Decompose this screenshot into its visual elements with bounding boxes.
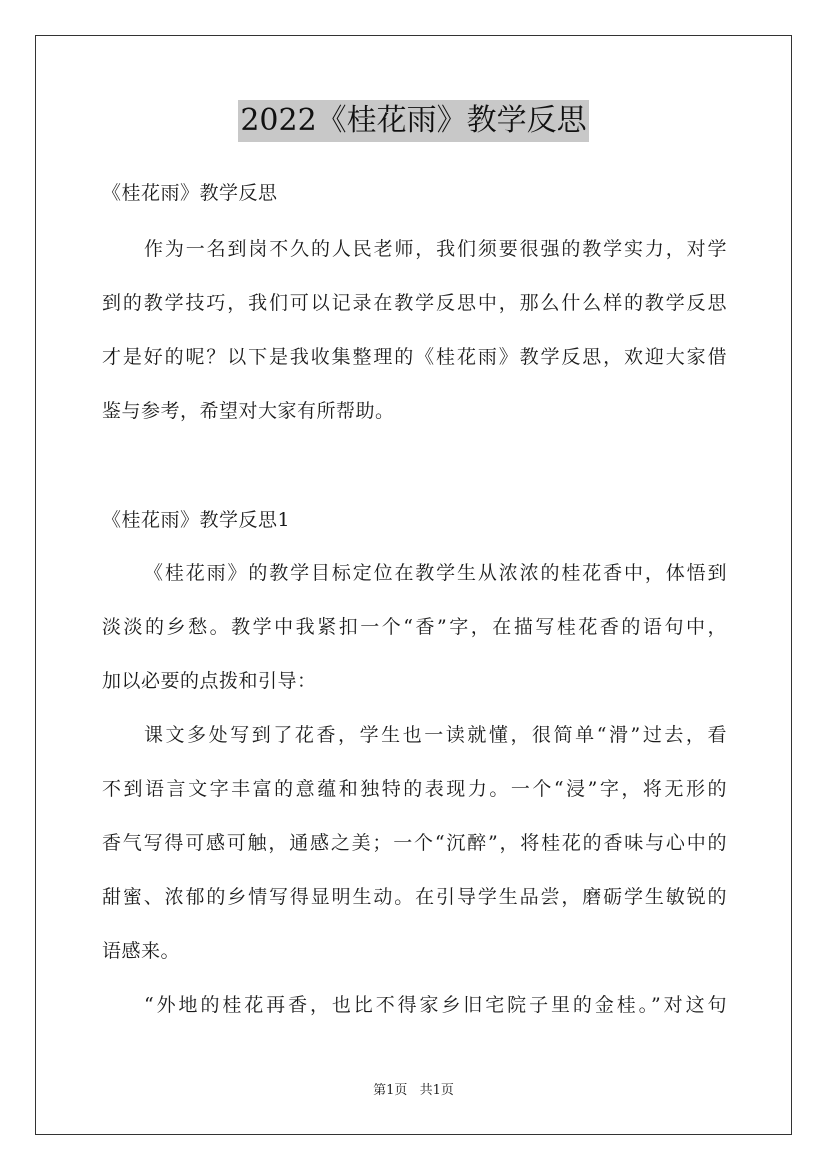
document-title: 2022《桂花雨》教学反思 [238, 100, 588, 142]
page-number: 第1页 [373, 1083, 408, 1098]
page-footer [0, 1082, 827, 1100]
page-total: 共1页 [419, 1083, 454, 1098]
paragraph-1-line-3: 加以必要的点拨和引导： [102, 670, 317, 692]
intro-line-1: 作为一名到岗不久的人民老师，我们须要很强的教学实力，对学 [144, 238, 727, 260]
section-heading: 《桂花雨》教学反思1 [102, 509, 291, 531]
paragraph-1-line-2: 淡淡的乡愁。教学中我紧扣一个“香”字，在描写桂花香的语句中， [102, 616, 727, 638]
paragraph-2-line-5: 语感来。 [102, 940, 181, 962]
subtitle: 《桂花雨》教学反思 [102, 182, 278, 204]
title-wrapper [0, 100, 827, 142]
paragraph-1-line-1: 《桂花雨》的教学目标定位在教学生从浓浓的桂花香中，体悟到 [144, 562, 727, 584]
paragraph-2-line-1: 课文多处写到了花香，学生也一读就懂，很简单“滑”过去，看 [144, 724, 727, 746]
paragraph-2-line-3: 香气写得可感可触，通感之美；一个“沉醉”，将桂花的香味与心中的 [102, 832, 727, 854]
intro-line-3: 才是好的呢？以下是我收集整理的《桂花雨》教学反思，欢迎大家借 [102, 346, 727, 368]
paragraph-2-line-2: 不到语言文字丰富的意蕴和独特的表现力。一个“浸”字，将无形的 [102, 778, 727, 800]
paragraph-3-line-1: “外地的桂花再香，也比不得家乡旧宅院子里的金桂。”对这句 [144, 994, 727, 1016]
intro-line-4: 鉴与参考，希望对大家有所帮助。 [102, 400, 395, 422]
intro-line-2: 到的教学技巧，我们可以记录在教学反思中，那么什么样的教学反思 [102, 292, 727, 314]
paragraph-2-line-4: 甜蜜、浓郁的乡情写得显明生动。在引导学生品尝，磨砺学生敏锐的 [102, 886, 727, 908]
